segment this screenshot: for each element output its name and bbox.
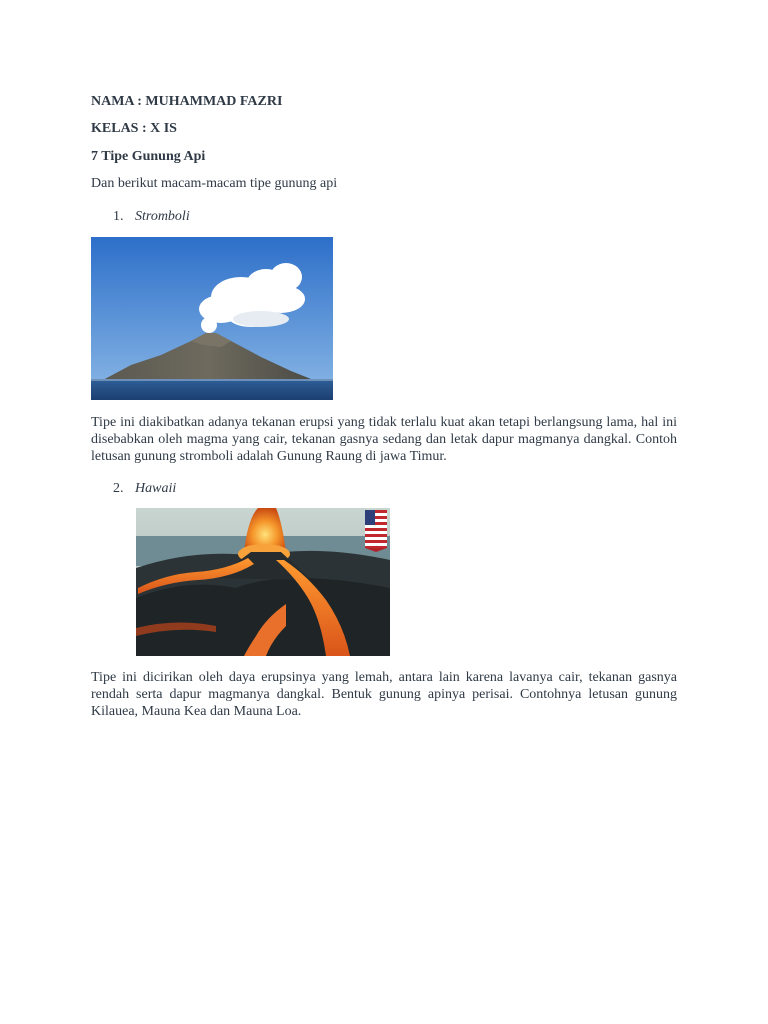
volcano-photo-hawaii-icon [136, 508, 390, 656]
document-title: 7 Tipe Gunung Api [91, 149, 206, 164]
student-name: NAMA : MUHAMMAD FAZRI [91, 94, 283, 109]
stromboli-description: Tipe ini diakibatkan adanya tekanan erupsi yang tidak terlalu kuat akan tetapi berlangsung lama, hal ini disebabkan oleh magma yang cair, tekanan gasnya sedang dan letak dapur magmanya dangkal. Contoh letusan gunung stromboli adalah Gunung Raung di jawa Timur. [91, 415, 677, 464]
flag-icon [365, 510, 387, 552]
hawaii-photo [136, 508, 390, 656]
student-class: KELAS : X IS [91, 121, 177, 136]
stromboli-photo [91, 237, 333, 400]
list-number: 1. [113, 209, 124, 224]
hawaii-description: Tipe ini dicirikan oleh daya erupsinya yang lemah, antara lain karena lavanya cair, tekanan gasnya rendah serta dapur magmanya dangkal. Bentuk gunung apinya perisai. Contohnya letusan gunung Kilauea, Mauna Kea dan Mauna Loa. [91, 670, 677, 719]
list-label: Stromboli [135, 209, 190, 224]
list-label: Hawaii [135, 481, 177, 496]
list-number: 2. [113, 481, 124, 496]
intro-text: Dan berikut macam-macam tipe gunung api [91, 176, 338, 191]
volcano-photo-stromboli-icon [91, 237, 333, 400]
